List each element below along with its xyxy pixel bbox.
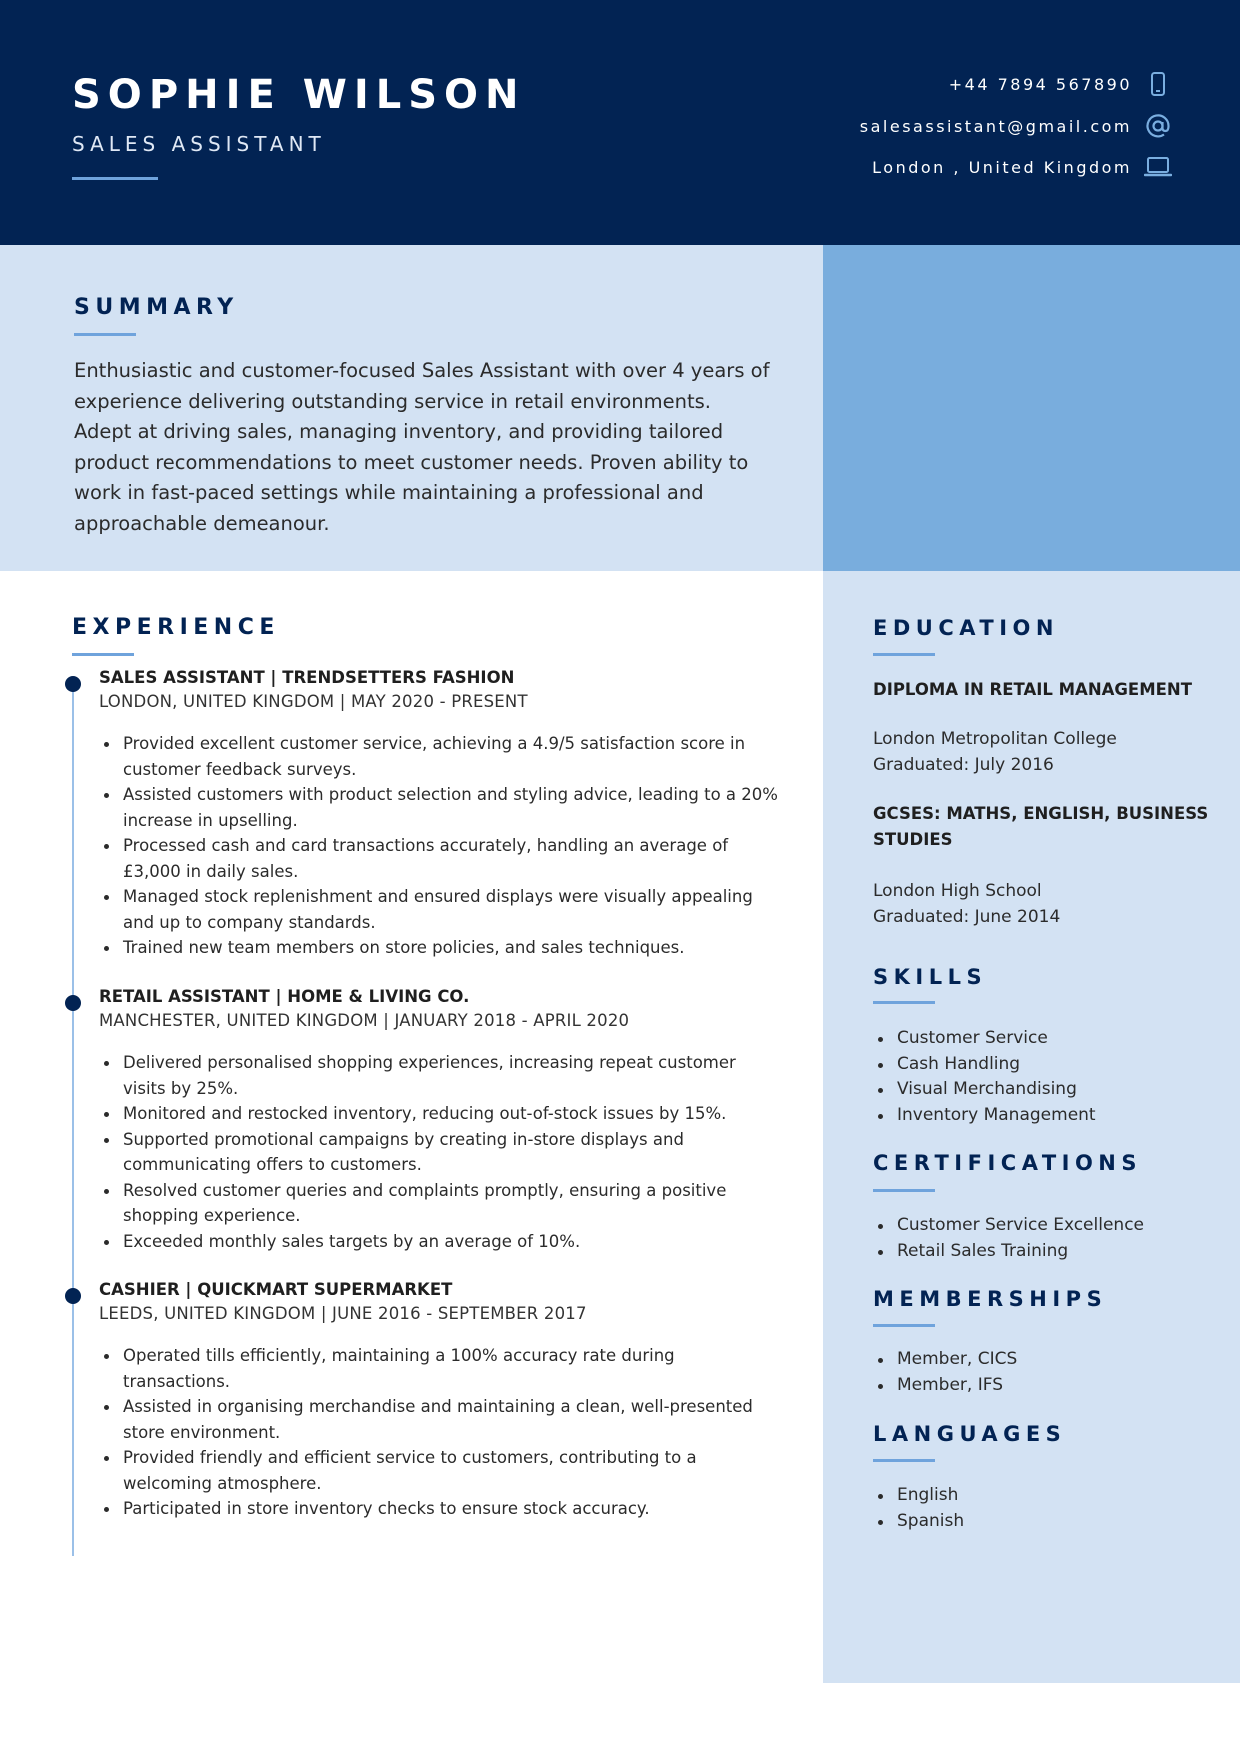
list-item: Managed stock replenishment and ensured displays were visually appealing and up to company standards. xyxy=(99,884,779,935)
list-item: Exceeded monthly sales targets by an average of 10%. xyxy=(99,1229,779,1255)
laptop-icon xyxy=(1144,154,1172,180)
skills-list xyxy=(873,1026,1213,1128)
list-item: Inventory Management xyxy=(873,1103,1213,1129)
contact-phone-row xyxy=(949,71,1132,97)
summary-text: Enthusiastic and customer-focused Sales Assistant with over 4 years of experience delivering outstanding service in retail environments. Adept at driving sales, managing inventory, and providing tailored product recommendations to meet customer needs. Proven ability to work in fast-paced settings while maintaining a professional and approachable demeanour. xyxy=(74,359,770,535)
certifications-heading-underline xyxy=(873,1189,935,1192)
list-item: Visual Merchandising xyxy=(873,1077,1213,1103)
education-school: London Metropolitan College xyxy=(873,729,1117,749)
job-bullets xyxy=(99,1343,779,1522)
job-meta: LEEDS, UNITED KINGDOM | JUNE 2016 - SEPTEMBER 2017 xyxy=(99,1304,587,1323)
list-item: Processed cash and card transactions accurately, handling an average of £3,000 in daily sales. xyxy=(99,833,779,884)
certifications-heading: CERTIFICATIONS xyxy=(873,1151,1143,1175)
experience-heading-underline xyxy=(72,653,134,656)
list-item: Provided friendly and efficient service to customers, contributing to a welcoming atmosphere. xyxy=(99,1445,779,1496)
list-item: Assisted in organising merchandise and maintaining a clean, well-presented store environment. xyxy=(99,1394,779,1445)
experience-timeline xyxy=(72,680,74,1556)
at-icon xyxy=(1144,113,1172,139)
list-item: Customer Service Excellence xyxy=(873,1213,1213,1239)
education-degree: DIPLOMA IN RETAIL MANAGEMENT xyxy=(873,680,1192,699)
list-item: Provided excellent customer service, achieving a 4.9/5 satisfaction score in customer feedback surveys. xyxy=(99,731,779,782)
languages-heading-underline xyxy=(873,1459,935,1462)
list-item: Customer Service xyxy=(873,1026,1213,1052)
list-item: Trained new team members on store policies, and sales techniques. xyxy=(99,935,779,961)
education-heading: EDUCATION xyxy=(873,616,1059,640)
candidate-name: SOPHIE WILSON xyxy=(72,72,526,118)
memberships-heading: MEMBERSHIPS xyxy=(873,1287,1108,1311)
memberships-list xyxy=(873,1347,1213,1398)
job-title: SALES ASSISTANT | TRENDSETTERS FASHION xyxy=(99,668,515,687)
list-item: English xyxy=(873,1483,1213,1509)
contact-email[interactable]: salesassistant@gmail.com xyxy=(859,116,1132,136)
contact-phone[interactable]: +44 7894 567890 xyxy=(948,74,1132,94)
memberships-heading-underline xyxy=(873,1324,935,1327)
list-item: Monitored and restocked inventory, reducing out-of-stock issues by 15%. xyxy=(99,1101,779,1127)
list-item: Resolved customer queries and complaints promptly, ensuring a positive shopping experience. xyxy=(99,1178,779,1229)
education-graduated: Graduated: July 2016 xyxy=(873,755,1054,775)
education-heading-underline xyxy=(873,653,935,656)
skills-heading: SKILLS xyxy=(873,965,988,989)
list-item: Spanish xyxy=(873,1509,1213,1535)
job-meta: LONDON, UNITED KINGDOM | MAY 2020 - PRESENT xyxy=(99,692,528,711)
education-school: London High School xyxy=(873,881,1042,901)
job-title: CASHIER | QUICKMART SUPERMARKET xyxy=(99,1280,453,1299)
accent-block xyxy=(823,245,1240,571)
list-item: Delivered personalised shopping experiences, increasing repeat customer visits by 25%. xyxy=(99,1050,779,1101)
skills-heading-underline xyxy=(873,1001,935,1004)
list-item: Retail Sales Training xyxy=(873,1239,1213,1265)
list-item: Assisted customers with product selection and styling advice, leading to a 20% increase in upselling. xyxy=(99,782,779,833)
candidate-title: SALES ASSISTANT xyxy=(72,132,326,156)
contact-email-row xyxy=(860,113,1132,139)
timeline-dot xyxy=(65,995,81,1011)
list-item: Member, CICS xyxy=(873,1347,1213,1373)
languages-heading: LANGUAGES xyxy=(873,1422,1067,1446)
summary-heading: SUMMARY xyxy=(74,295,239,320)
timeline-dot xyxy=(65,1288,81,1304)
list-item: Cash Handling xyxy=(873,1052,1213,1078)
job-meta: MANCHESTER, UNITED KINGDOM | JANUARY 2018 - APRIL 2020 xyxy=(99,1011,630,1030)
job-bullets xyxy=(99,1050,779,1254)
title-underline xyxy=(72,177,158,180)
experience-heading: EXPERIENCE xyxy=(72,615,280,640)
summary-heading-underline xyxy=(74,333,136,336)
phone-icon xyxy=(1144,71,1172,97)
education-degree: GCSES: MATHS, ENGLISH, BUSINESS STUDIES xyxy=(873,804,1209,849)
list-item: Supported promotional campaigns by creating in-store displays and communicating offers to customers. xyxy=(99,1127,779,1178)
timeline-dot xyxy=(65,676,81,692)
education-graduated: Graduated: June 2014 xyxy=(873,907,1061,927)
contact-location-row xyxy=(872,154,1132,180)
list-item: Participated in store inventory checks to ensure stock accuracy. xyxy=(99,1496,779,1522)
certifications-list xyxy=(873,1213,1213,1264)
header-band xyxy=(0,0,1240,245)
languages-list xyxy=(873,1483,1213,1534)
list-item: Operated tills efficiently, maintaining a 100% accuracy rate during transactions. xyxy=(99,1343,779,1394)
job-title: RETAIL ASSISTANT | HOME & LIVING CO. xyxy=(99,987,470,1006)
list-item: Member, IFS xyxy=(873,1373,1213,1399)
contact-location: London , United Kingdom xyxy=(872,157,1132,177)
job-bullets xyxy=(99,731,779,961)
